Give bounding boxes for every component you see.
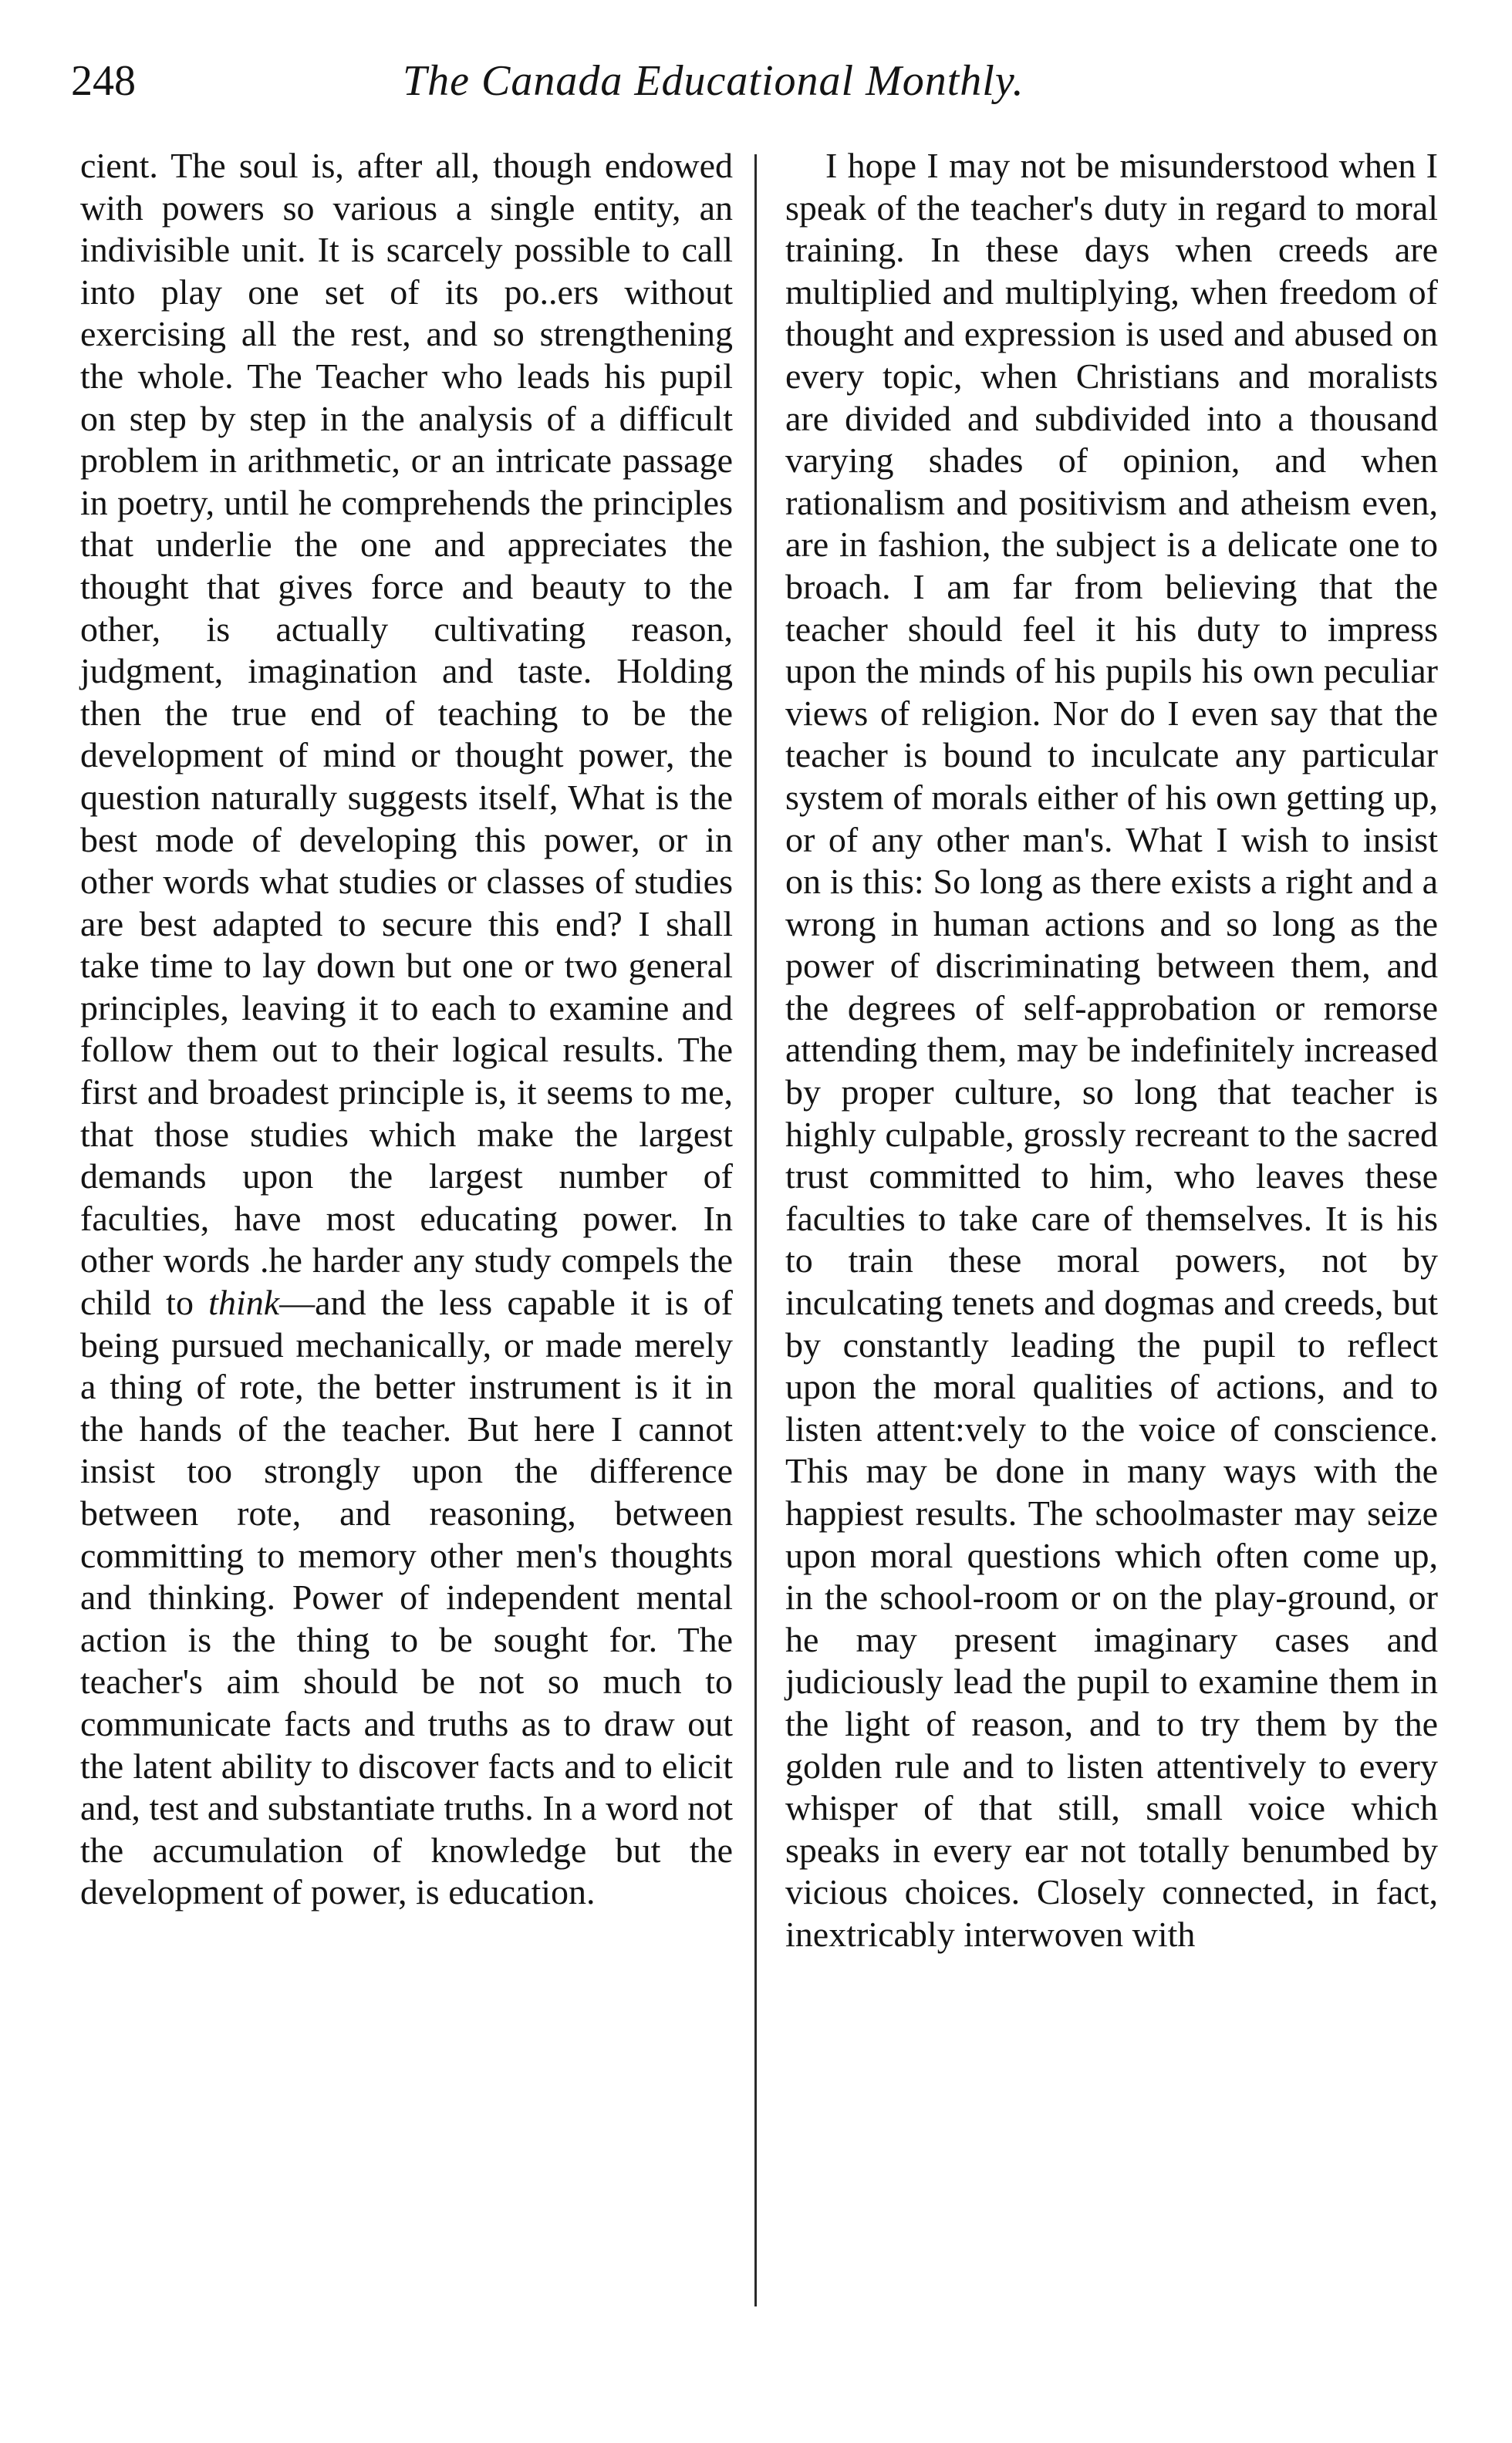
- left-column-text-continued: —and the less capable it is of being pursued mechanically, or made merely a thing of rote, the better instrument is it in the hands of the teacher. But here I cannot insist too strongly upon the difference between rote, and reasoning, between committing to memory other men's thoughts and thinking. Power of independent mental action is the thing to be sought for. The teacher's aim should be not so much to communicate facts and truths as to draw out the latent ability to discover facts and to elicit and, test and substantiate truths. In a word not the accumulation of knowledge but the development of power, is education.: [80, 1283, 733, 1912]
- right-column-text: I hope I may not be misunderstood when I speak of the teacher's duty in regard to moral training. In these days when creeds are multiplied and multiplying, when freedom of thought and expression is used and abused on every topic, when Christians and moralists are divided and subdivided into a thousand varying shades of opinion, and when rationalism and positivism and atheism even, are in fashion, the subject is a delicate one to broach. I am far from believing that the teacher should feel it his duty to impress upon the minds of his pupils his own peculiar views of religion. Nor do I even say that the teacher is bound to inculcate any particular system of morals either of his own getting up, or of any other man's. What I wish to insist on is this: So long as there exists a right and a wrong in human actions and so long as the power of discriminating between them, and the degrees of self-approbation or remorse attending them, may be indefinitely increased by proper culture, so long that teacher is highly culpable, grossly recreant to the sacred trust committed to him, who leaves these faculties to take care of themselves. It is his to train these moral powers, not by inculcating tenets and dogmas and creeds, but by constantly leading the pupil to reflect upon the moral qualities of actions, and to listen attent:vely to the voice of conscience. This may be done in many ways with the happiest results. The schoolmaster may seize upon moral questions which often come up, in the school-room or on the play-ground, or he may present imaginary cases and judiciously lead the pupil to examine them in the light of reason, and to try them by the golden rule and to listen attentively to every whisper of that still, small voice which speaks in every ear not totally benumbed by vicious choices. Closely connected, in fact, inextricably interwoven with: [785, 146, 1438, 1954]
- left-column-text: cient. The soul is, after all, though endowed with powers so various a single entity, an indivisible unit. It is scarcely possible to call into play one set of its po..ers without exercising all the rest, and so strengthening the whole. The Teacher who leads his pupil on step by step in the analysis of a difficult problem in arithmetic, or an intricate passage in poetry, until he comprehends the principles that underlie the one and appreciates the thought that gives force and beauty to the other, is actually cultivating reason, judgment, imagination and taste. Holding then the true end of teaching to be the development of mind or thought power, the question naturally suggests itself, What is the best mode of developing this power, or in other words what studies or classes of studies are best adapted to secure this end? I shall take time to lay down but one or two general principles, leaving it to each to examine and follow them out to their logical results. The first and broadest principle is, it seems to me, that those studies which make the largest demands upon the largest number of faculties, have most educating power. In other words .he harder any study compels the child to: [80, 146, 733, 1323]
- emphasized-word: think: [208, 1283, 280, 1323]
- right-column-paragraph: [785, 145, 1438, 1956]
- left-column: [80, 145, 733, 1914]
- right-column: [785, 145, 1438, 1956]
- page-header: [71, 46, 1460, 116]
- left-column-paragraph: [80, 145, 733, 1914]
- running-title: The Canada Educational Monthly.: [403, 57, 1024, 105]
- column-divider: [754, 154, 757, 2306]
- page-number: 248: [71, 57, 136, 105]
